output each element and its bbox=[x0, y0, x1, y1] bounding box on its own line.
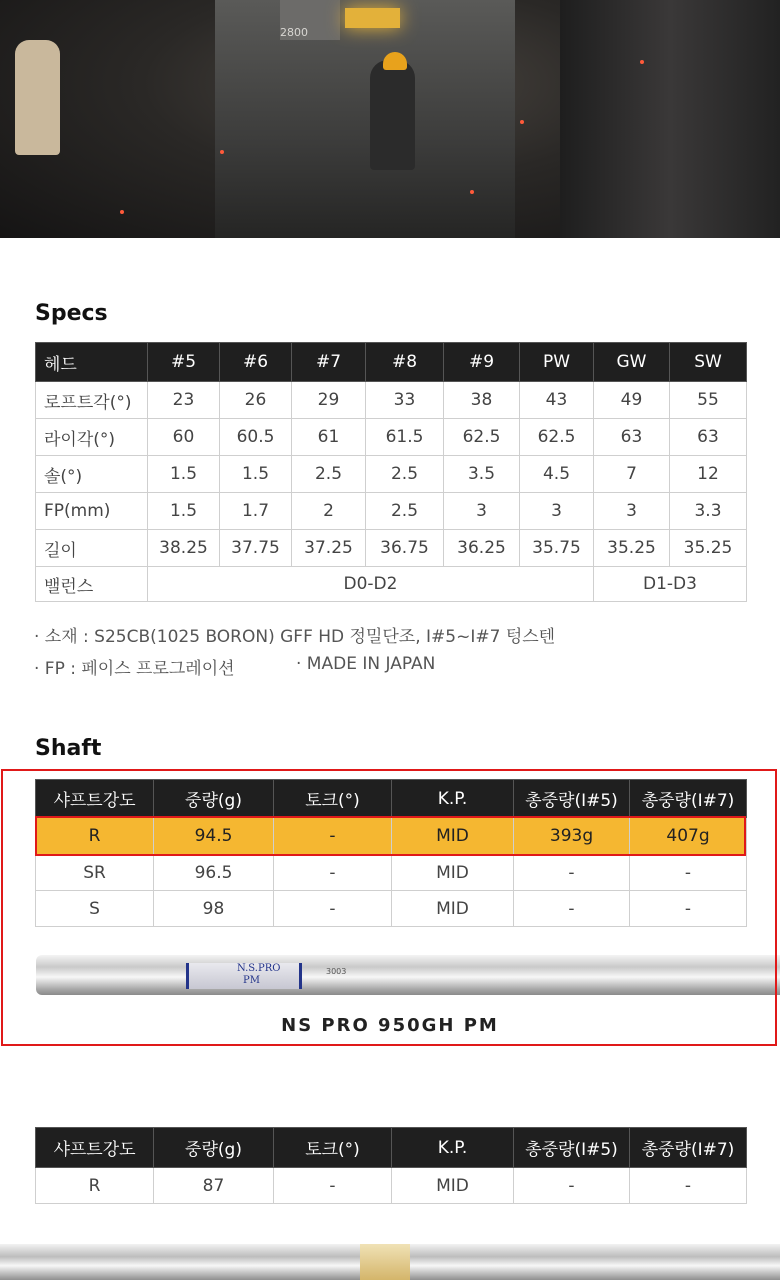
table-cell: 38 bbox=[444, 382, 520, 419]
press-label: 2800 bbox=[280, 26, 308, 39]
hero-light bbox=[345, 8, 400, 28]
specs-row-balance bbox=[36, 567, 747, 602]
table-cell: MID bbox=[392, 1168, 514, 1204]
shaft-band-text: N.S.PRO bbox=[237, 963, 281, 974]
table-cell: D0-D2 bbox=[148, 567, 594, 602]
shaft-model-label: NS PRO 950GH PM bbox=[281, 1015, 499, 1036]
table-cell: 1.5 bbox=[220, 456, 292, 493]
table-cell: 49 bbox=[594, 382, 670, 419]
table-cell: 60 bbox=[148, 419, 220, 456]
table-cell: 2.5 bbox=[292, 456, 366, 493]
table-cell: - bbox=[514, 891, 630, 927]
shaft-band-sub: PM bbox=[243, 975, 260, 986]
specs-header-cell: #5 bbox=[148, 343, 220, 382]
specs-row-loft bbox=[36, 382, 747, 419]
table-cell: 솔(°) bbox=[36, 456, 148, 493]
specs-header-row bbox=[36, 343, 747, 382]
table-cell: 1.7 bbox=[220, 493, 292, 530]
table-cell: 4.5 bbox=[520, 456, 594, 493]
specs-note-origin: · MADE IN JAPAN bbox=[296, 654, 436, 674]
table-cell: 1.5 bbox=[148, 493, 220, 530]
shaft-table-2 bbox=[35, 1127, 747, 1204]
shaft-header-cell: 총중량(I#5) bbox=[514, 1128, 630, 1168]
table-cell: 37.75 bbox=[220, 530, 292, 567]
specs-note-material: · 소재 : S25CB(1025 BORON) GFF HD 정밀단조, I#5~I#7 텅스텐 bbox=[34, 627, 556, 647]
specs-header-cell: SW bbox=[670, 343, 747, 382]
table-cell: 38.25 bbox=[148, 530, 220, 567]
specs-header-cell: #8 bbox=[366, 343, 444, 382]
shaft-header-cell: 샤프트강도 bbox=[36, 1128, 154, 1168]
table-cell: 26 bbox=[220, 382, 292, 419]
hero-worker-left bbox=[15, 40, 60, 155]
table-cell: S bbox=[36, 891, 154, 927]
table-cell: - bbox=[274, 1168, 392, 1204]
table-cell: 35.25 bbox=[594, 530, 670, 567]
table-cell: 61.5 bbox=[366, 419, 444, 456]
specs-row-sole bbox=[36, 456, 747, 493]
table-cell: 407g bbox=[630, 818, 747, 855]
table-cell: SR bbox=[36, 855, 154, 891]
table-cell: 63 bbox=[594, 419, 670, 456]
shaft-title: Shaft bbox=[35, 736, 102, 761]
table-cell: 라이각(°) bbox=[36, 419, 148, 456]
table-cell: 60.5 bbox=[220, 419, 292, 456]
table-cell: 96.5 bbox=[154, 855, 274, 891]
specs-table bbox=[35, 342, 747, 602]
specs-header-cell: #7 bbox=[292, 343, 366, 382]
shaft-header-cell: K.P. bbox=[392, 780, 514, 818]
table-cell: 62.5 bbox=[520, 419, 594, 456]
hero-press bbox=[215, 0, 515, 238]
specs-header-cell: GW bbox=[594, 343, 670, 382]
table-cell: 98 bbox=[154, 891, 274, 927]
shaft-header-cell: K.P. bbox=[392, 1128, 514, 1168]
table-cell: - bbox=[274, 855, 392, 891]
shaft-header-cell: 총중량(I#5) bbox=[514, 780, 630, 818]
shaft-code: 3003 bbox=[326, 967, 347, 976]
specs-header-cell: 헤드 bbox=[36, 343, 148, 382]
shaft-header-cell: 토크(°) bbox=[274, 1128, 392, 1168]
specs-header-cell: PW bbox=[520, 343, 594, 382]
specs-row-lie bbox=[36, 419, 747, 456]
shaft-header-cell: 중량(g) bbox=[154, 1128, 274, 1168]
table-cell: 3 bbox=[594, 493, 670, 530]
table-cell: MID bbox=[392, 891, 514, 927]
table-cell: 393g bbox=[514, 818, 630, 855]
table-cell: 29 bbox=[292, 382, 366, 419]
table-cell: 1.5 bbox=[148, 456, 220, 493]
table-cell: D1-D3 bbox=[594, 567, 747, 602]
table-cell: 63 bbox=[670, 419, 747, 456]
table-cell: 35.25 bbox=[670, 530, 747, 567]
hero-machinery bbox=[560, 0, 780, 238]
table-cell: 3.3 bbox=[670, 493, 747, 530]
table-cell: 62.5 bbox=[444, 419, 520, 456]
shaft-header-cell: 총중량(I#7) bbox=[630, 1128, 747, 1168]
table-cell: 로프트각(°) bbox=[36, 382, 148, 419]
table-cell: 7 bbox=[594, 456, 670, 493]
table-cell: - bbox=[630, 891, 747, 927]
table-cell: - bbox=[630, 855, 747, 891]
table-cell: 3 bbox=[444, 493, 520, 530]
table-cell: MID bbox=[392, 818, 514, 855]
table-cell: 밸런스 bbox=[36, 567, 148, 602]
shaft-header-cell: 총중량(I#7) bbox=[630, 780, 747, 818]
shaft-header-cell: 샤프트강도 bbox=[36, 780, 154, 818]
shaft2-header-row bbox=[36, 1128, 747, 1168]
table-cell: 2.5 bbox=[366, 493, 444, 530]
table-cell: 12 bbox=[670, 456, 747, 493]
table-cell: MID bbox=[392, 855, 514, 891]
specs-row-length bbox=[36, 530, 747, 567]
table-cell: 36.25 bbox=[444, 530, 520, 567]
table-cell: 61 bbox=[292, 419, 366, 456]
table-cell: 35.75 bbox=[520, 530, 594, 567]
specs-note-fp: · FP : 페이스 프로그레이션 bbox=[34, 659, 235, 679]
hero-worker bbox=[370, 60, 415, 170]
table-cell: 43 bbox=[520, 382, 594, 419]
table-row bbox=[36, 1168, 747, 1204]
table-cell: - bbox=[274, 818, 392, 855]
shaft-2-mark bbox=[360, 1244, 410, 1280]
table-cell: 3.5 bbox=[444, 456, 520, 493]
table-cell: - bbox=[274, 891, 392, 927]
table-cell: - bbox=[630, 1168, 747, 1204]
table-cell: 55 bbox=[670, 382, 747, 419]
shaft-header-cell: 중량(g) bbox=[154, 780, 274, 818]
specs-header-cell: #6 bbox=[220, 343, 292, 382]
specs-title: Specs bbox=[35, 301, 108, 326]
specs-row-fp bbox=[36, 493, 747, 530]
shaft-image-2 bbox=[0, 1244, 780, 1280]
table-cell: - bbox=[514, 1168, 630, 1204]
table-cell: - bbox=[514, 855, 630, 891]
table-cell: FP(mm) bbox=[36, 493, 148, 530]
selected-shaft-outline bbox=[1, 769, 777, 1046]
table-cell: 33 bbox=[366, 382, 444, 419]
table-cell: 23 bbox=[148, 382, 220, 419]
table-cell: 3 bbox=[520, 493, 594, 530]
specs-header-cell: #9 bbox=[444, 343, 520, 382]
hero-forging-photo bbox=[0, 0, 780, 238]
shaft-header-cell: 토크(°) bbox=[274, 780, 392, 818]
table-cell: 87 bbox=[154, 1168, 274, 1204]
table-cell: 2 bbox=[292, 493, 366, 530]
table-cell: R bbox=[36, 818, 154, 855]
table-cell: 길이 bbox=[36, 530, 148, 567]
table-cell: 2.5 bbox=[366, 456, 444, 493]
table-cell: R bbox=[36, 1168, 154, 1204]
table-cell: 36.75 bbox=[366, 530, 444, 567]
table-cell: 37.25 bbox=[292, 530, 366, 567]
hero-helmet bbox=[383, 52, 407, 70]
table-cell: 94.5 bbox=[154, 818, 274, 855]
